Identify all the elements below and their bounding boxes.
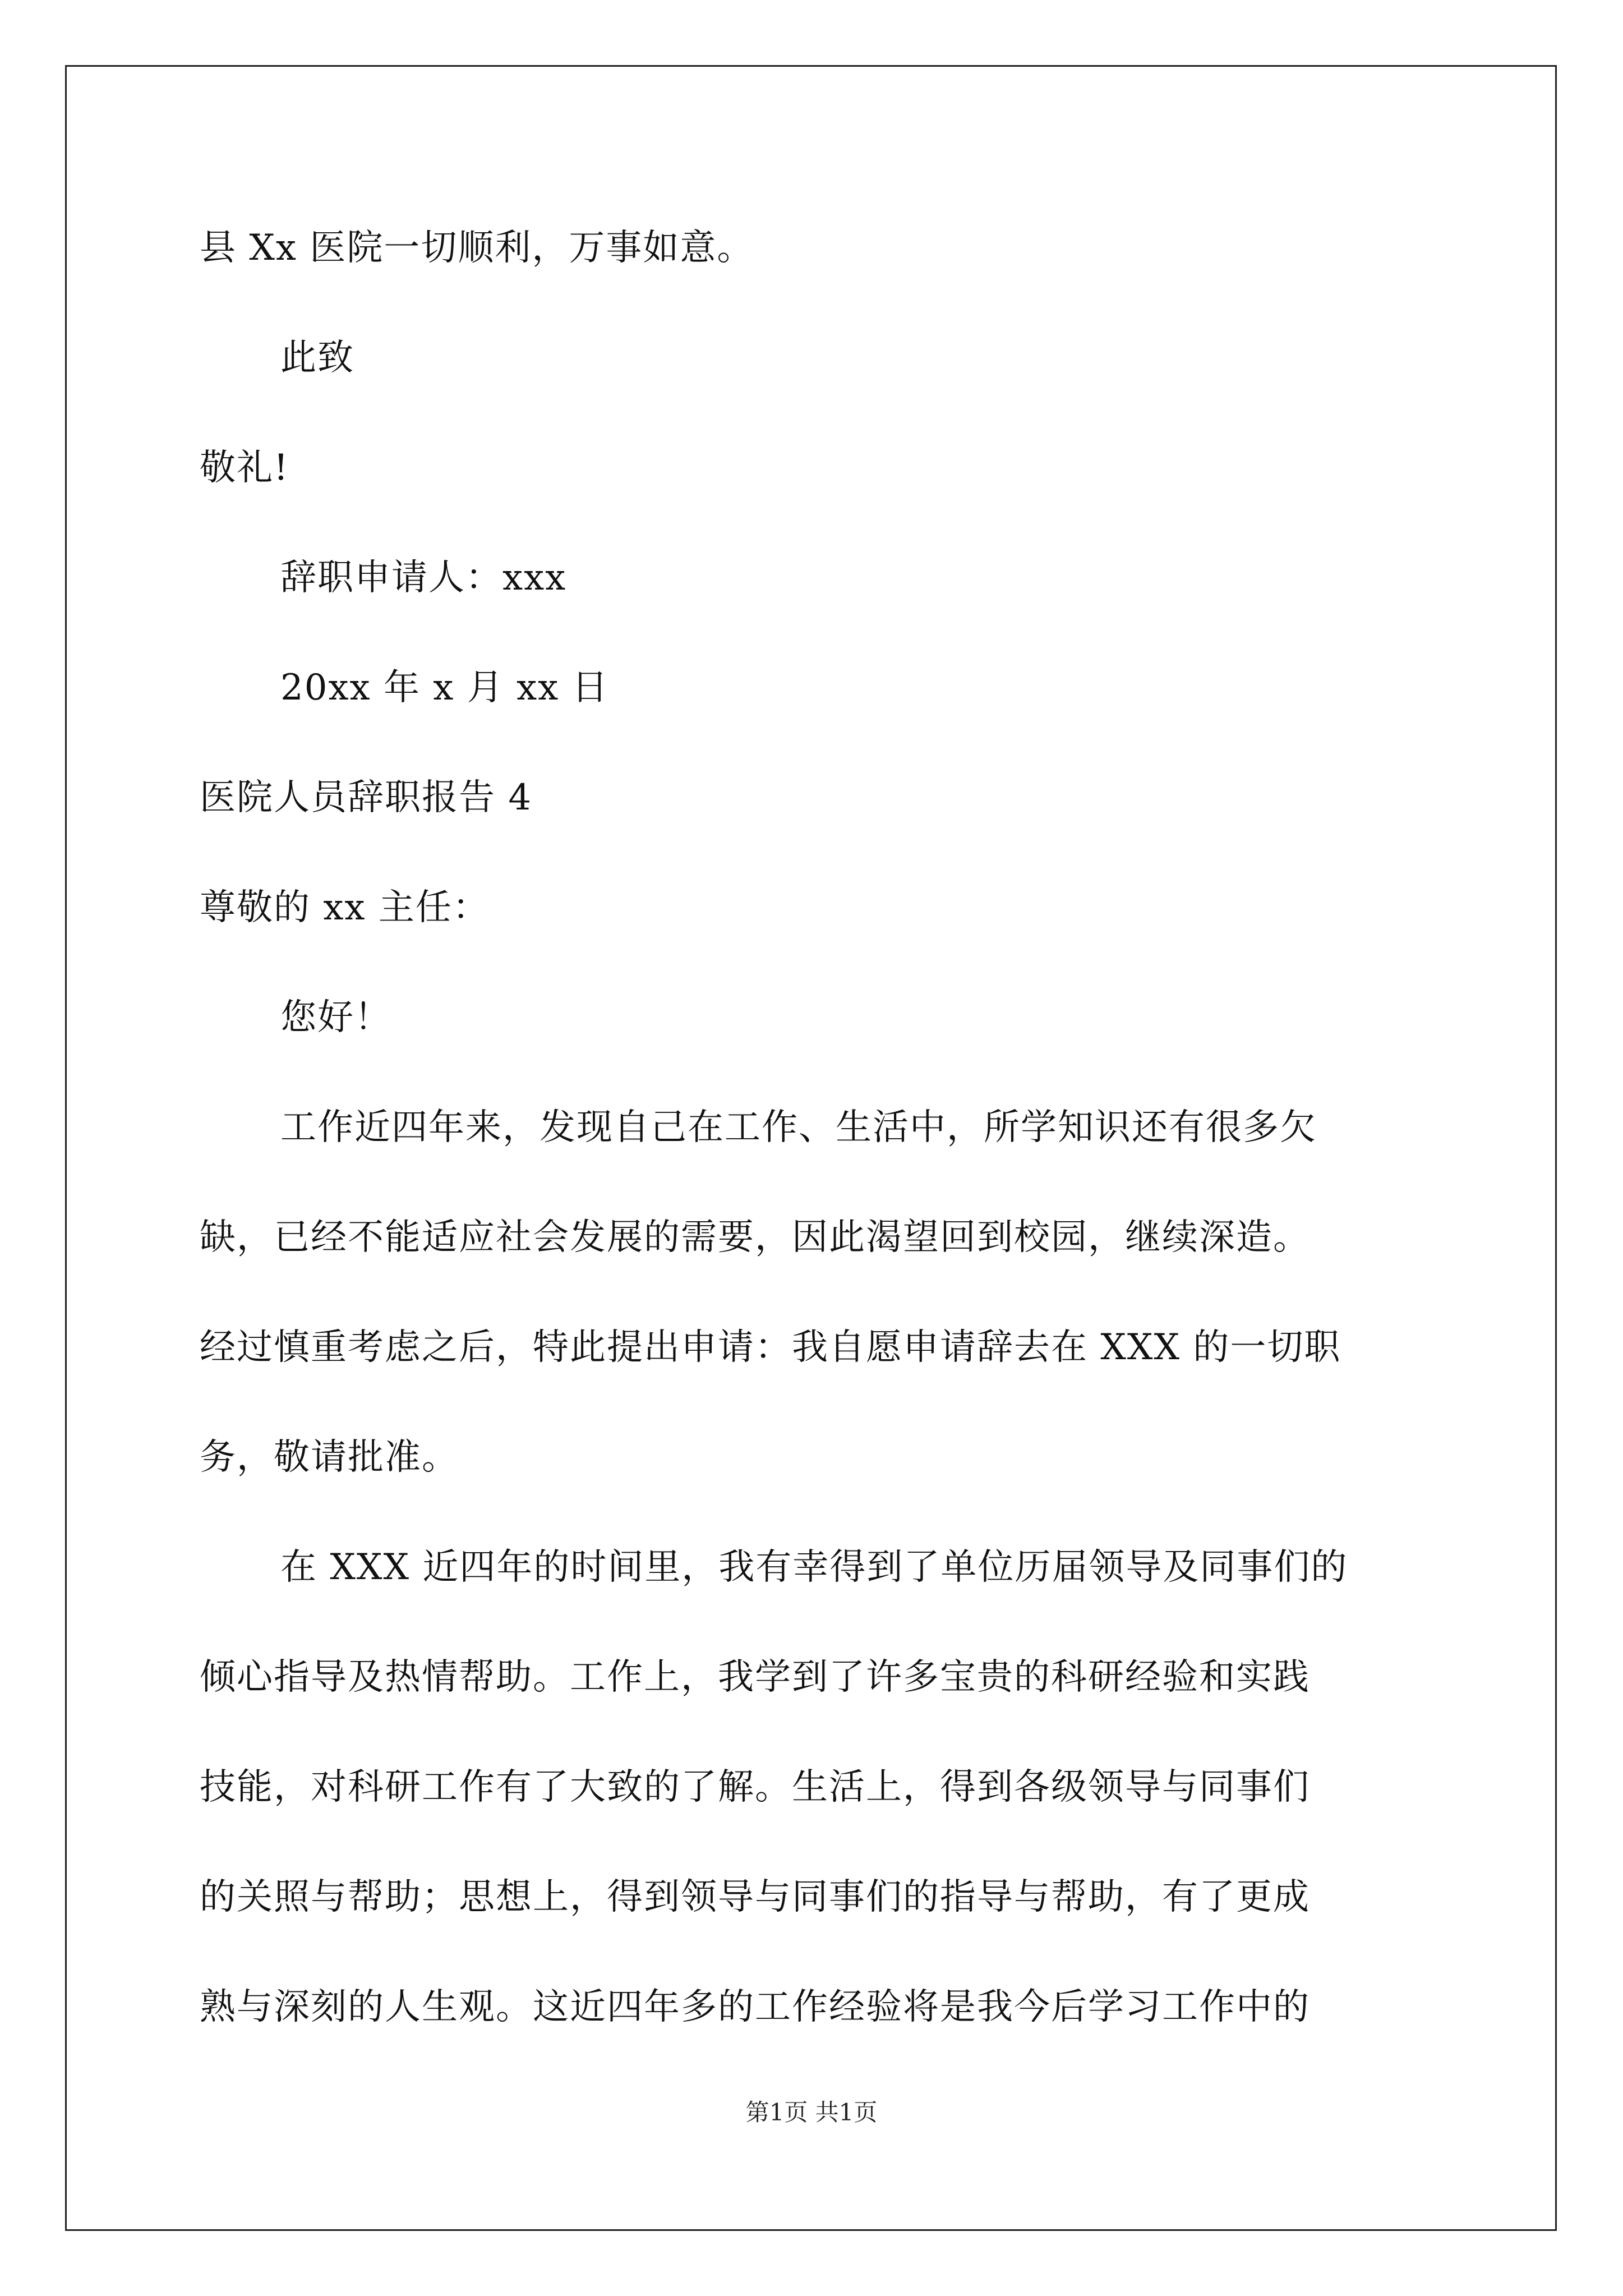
paragraph-1-line-4: 务，敬请批准。 xyxy=(200,1437,459,1478)
salutation-jingli: 敬礼! xyxy=(200,447,289,489)
signature-date: 20xx 年 x 月 xx 日 xyxy=(280,667,609,708)
paragraph-2-line-5: 熟与深刻的人生观。这近四年多的工作经验将是我今后学习工作中的 xyxy=(200,1986,1310,2028)
salutation-cizhi: 此致 xyxy=(280,337,354,379)
paragraph-1-line-2: 缺，已经不能适应社会发展的需要，因此渴望回到校园，继续深造。 xyxy=(200,1217,1310,1258)
paragraph-1-line-3: 经过慎重考虑之后，特此提出申请：我自愿申请辞去在 XXX 的一切职 xyxy=(200,1327,1341,1368)
applicant-signature: 辞职申请人：xxx xyxy=(280,557,567,599)
paragraph-2-line-1: 在 XXX 近四年的时间里，我有幸得到了单位历届领导及同事们的 xyxy=(280,1547,1348,1588)
greeting: 您好！ xyxy=(280,997,391,1038)
paragraph-1-line-1: 工作近四年来，发现自己在工作、生活中，所学知识还有很多欠 xyxy=(280,1107,1317,1148)
letter-addressee: 尊敬的 xx 主任： xyxy=(200,887,490,928)
paragraph-2-line-4: 的关照与帮助；思想上，得到领导与同事们的指导与帮助，有了更成 xyxy=(200,1876,1310,1918)
paragraph-2-line-3: 技能，对科研工作有了大致的了解。生活上，得到各级领导与同事们 xyxy=(200,1766,1310,1808)
paragraph-2-line-2: 倾心指导及热情帮助。工作上，我学到了许多宝贵的科研经验和实践 xyxy=(200,1657,1310,1698)
page-number-footer: 第1页 共1页 xyxy=(745,2099,878,2126)
section-title: 医院人员辞职报告 4 xyxy=(200,777,533,818)
closing-wish-line: 县 Xx 医院一切顺利，万事如意。 xyxy=(200,227,754,269)
